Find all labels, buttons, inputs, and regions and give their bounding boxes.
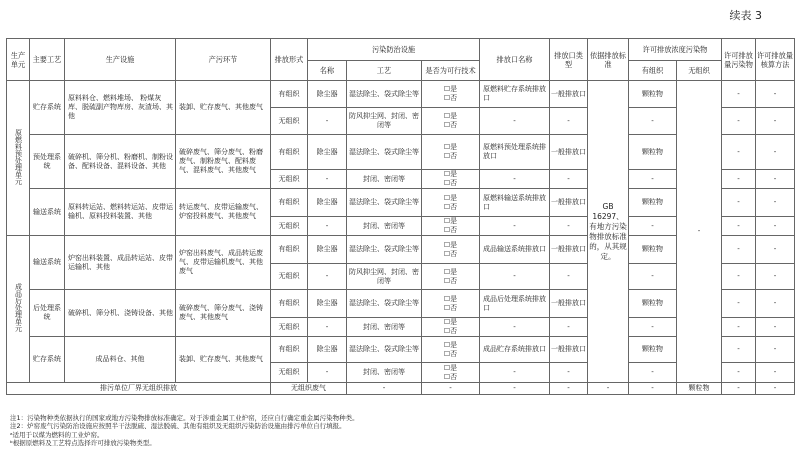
organized-pollutant: 颗粒物 [629,81,677,108]
control-tech: 湿法除尘、袋式除尘等 [347,135,422,170]
dash-cell: - [629,108,677,135]
facility-cell: 原料转运站、燃料转运站、皮带运输机、原料投料装置、其他 [65,189,176,236]
dash-cell: - [480,264,550,290]
dash-cell: - [308,264,347,290]
dash-cell: - [480,318,550,337]
dash-cell: - [480,108,550,135]
header-unorganized: 无组织 [677,61,722,81]
form-org: 有组织 [271,135,308,170]
dash-cell: - [756,217,795,236]
organized-pollutant: 颗粒物 [629,337,677,363]
link-cell: 装卸、贮存废气、其他废气 [176,337,271,383]
control-tech: 湿法除尘、袋式除尘等 [347,236,422,264]
process-storage: 贮存系统 [30,81,65,135]
table-row [7,189,795,217]
feasible-checkbox[interactable]: ☐是 ☐否 [422,217,480,236]
table-notes [10,414,790,448]
dash-cell: - [480,170,550,189]
dash-cell: - [722,236,756,264]
control-tech: 湿法除尘、袋式除尘等 [347,337,422,363]
process-storage2: 贮存系统 [30,337,65,383]
outlet-type: 一般排放口 [550,290,588,318]
dash-cell: - [722,170,756,189]
outlet-type: 一般排放口 [550,81,588,108]
dash-cell: - [480,363,550,383]
organized-pollutant: 颗粒物 [629,290,677,318]
dash-cell: - [756,337,795,363]
header-permit-conc: 许可排放浓度污染物 [629,39,722,61]
facility-cell: 成品料仓、其他 [65,337,176,383]
permit-table [6,38,795,395]
note-a: ᵃ适用于以煤为燃料的工业炉窑。 [10,430,104,439]
dash-cell: - [756,135,795,170]
outlet-name: 原燃料输送系统排放口 [480,189,550,217]
form-unorg: 无组织 [271,363,308,383]
dash-cell: - [722,189,756,217]
dash-cell: - [756,290,795,318]
control-tech: 封闭、密闭等 [347,170,422,189]
link-cell: 转运废气、皮带运输废气、炉窑投料废气、其他废气 [176,189,271,236]
dash-cell: - [629,318,677,337]
feasible-checkbox[interactable]: ☐是 ☐否 [422,81,480,108]
control-name: 除尘器 [308,290,347,318]
dash-cell: - [756,363,795,383]
table-row [7,337,795,363]
dash-cell: - [756,264,795,290]
dash-cell: - [756,108,795,135]
dash-cell: - [756,189,795,217]
unorganized-pollutant: 颗粒物 [677,383,722,395]
dash-cell: - [756,236,795,264]
dash-cell: - [480,217,550,236]
dash-cell: - [722,135,756,170]
table-row [7,290,795,318]
dash-cell: - [347,383,422,395]
dash-cell: - [722,318,756,337]
table-caption: 续表 3 [729,9,762,22]
table-row [7,81,795,108]
dash-cell: - [722,264,756,290]
facility-cell: 炉窑出料装置、成品转运站、皮带运输机、其他 [65,236,176,290]
outlet-type: 一般排放口 [550,135,588,170]
dash-cell: - [308,318,347,337]
facility-cell: 破碎机、筛分机、粉磨机、制粉设备、配料设备、混料设备、其他 [65,135,176,189]
header-standard: 依据排放标准 [588,39,629,81]
process-convey: 输送系统 [30,189,65,236]
dash-cell: - [550,318,588,337]
dash-cell: - [722,363,756,383]
dash-cell: - [629,217,677,236]
control-name: 除尘器 [308,135,347,170]
link-cell: 破碎废气、筛分废气、浇铸废气、其他废气 [176,290,271,337]
dash-cell: - [308,217,347,236]
header-process: 主要工艺 [30,39,65,81]
form-org: 有组织 [271,337,308,363]
dash-cell: - [480,383,550,395]
header-control-feasible: 是否为可行技术 [422,61,480,81]
dash-cell: - [756,81,795,108]
organized-pollutant: 颗粒物 [629,236,677,264]
form-unorg: 无组织 [271,264,308,290]
feasible-checkbox[interactable]: ☐是 ☐否 [422,363,480,383]
header-outlet-name: 排放口名称 [480,39,550,81]
dash-cell: - [629,170,677,189]
form-unorg: 无组织 [271,217,308,236]
header-control-tech: 工艺 [347,61,422,81]
feasible-checkbox[interactable]: ☐是 ☐否 [422,236,480,264]
note-b: ᵇ根据原燃料及工艺特点选择许可排放污染物类型。 [10,439,156,448]
feasible-checkbox[interactable]: ☐是 ☐否 [422,318,480,337]
feasible-checkbox[interactable]: ☐是 ☐否 [422,108,480,135]
dash-cell: - [722,383,756,395]
header-organized: 有组织 [629,61,677,81]
note-1: 注1：污染物种类依据执行的国家或地方污染物排放标准确定。对于涉重金属工业炉窑，还应自行确定重金属污染物种类。 [10,414,359,422]
dash-cell: - [550,108,588,135]
form-org: 有组织 [271,236,308,264]
header-permit-amount: 许可排放量污染物 [722,39,756,81]
outlet-name: 成品后处理系统排放口 [480,290,550,318]
dash-cell: - [722,81,756,108]
process-prep: 预处理系统 [30,135,65,189]
table-row [7,383,795,395]
unit-finished: 成品后处理单元 [7,236,30,383]
boundary-form: 无组织废气 [271,383,347,395]
outlet-type: 一般排放口 [550,236,588,264]
unorganized-cell: - [677,81,722,383]
control-name: 除尘器 [308,236,347,264]
dash-cell: - [588,383,629,395]
form-org: 有组织 [271,189,308,217]
link-cell: 炉窑出料废气、成品转运废气、皮带运输机废气、其他废气 [176,236,271,290]
organized-pollutant: 颗粒物 [629,189,677,217]
outlet-type: 一般排放口 [550,337,588,363]
dash-cell: - [629,383,677,395]
header-form: 排放形式 [271,39,308,81]
outlet-name: 原燃料贮存系统排放口 [480,81,550,108]
dash-cell: - [550,170,588,189]
dash-cell: - [629,363,677,383]
unit-raw: 原燃料预处理单元 [7,81,30,236]
feasible-checkbox[interactable]: ☐是 ☐否 [422,264,480,290]
dash-cell: - [756,318,795,337]
dash-cell: - [550,264,588,290]
dash-cell: - [308,170,347,189]
feasible-checkbox[interactable]: ☐是 ☐否 [422,189,480,217]
control-tech: 封闭、密闭等 [347,217,422,236]
facility-cell: 破碎机、筛分机、浇铸设备、其他 [65,290,176,337]
form-unorg: 无组织 [271,318,308,337]
control-tech: 湿法除尘、袋式除尘等 [347,81,422,108]
header-facility: 生产设施 [65,39,176,81]
form-org: 有组织 [271,81,308,108]
feasible-checkbox[interactable]: ☐是 ☐否 [422,135,480,170]
outlet-name: 原燃料预处理系统排放口 [480,135,550,170]
feasible-checkbox[interactable]: ☐是 ☐否 [422,290,480,318]
table-row [7,236,795,264]
header-link: 产污环节 [176,39,271,81]
header-outlet-type: 排放口类型 [550,39,588,81]
dash-cell: - [550,217,588,236]
facility-cell: 原料料仓、燃料堆场、 粉煤灰库、脱硫副产物库房、灰渣场、其他 [65,81,176,135]
control-tech: 防风抑尘网、封闭、密闭等 [347,108,422,135]
dash-cell: - [722,290,756,318]
dash-cell: - [722,217,756,236]
process-post: 后处理系统 [30,290,65,337]
dash-cell: - [550,383,588,395]
header-unit: 生产单元 [7,39,30,81]
table-row [7,135,795,170]
feasible-checkbox[interactable]: ☐是 ☐否 [422,337,480,363]
outlet-type: 一般排放口 [550,189,588,217]
dash-cell: - [308,108,347,135]
dash-cell: - [756,383,795,395]
standard-cell: GB 16297、有地方污染物排放标准的，从其规定。 [588,81,629,383]
control-tech: 防风抑尘网、封闭、密闭等 [347,264,422,290]
control-tech: 封闭、密闭等 [347,318,422,337]
boundary-label: 排污单位厂界无组织排放 [7,383,271,395]
process-convey2: 输送系统 [30,236,65,290]
control-name: 除尘器 [308,337,347,363]
outlet-name: 成品输送系统排放口 [480,236,550,264]
control-tech: 湿法除尘、袋式除尘等 [347,189,422,217]
dash-cell: - [629,264,677,290]
link-cell: 装卸、贮存废气、其他废气 [176,81,271,135]
outlet-name: 成品贮存系统排放口 [480,337,550,363]
feasible-checkbox[interactable]: ☐是 ☐否 [422,170,480,189]
control-tech: 湿法除尘、袋式除尘等 [347,290,422,318]
dash-cell: - [722,337,756,363]
note-2: 注2：炉窑废气污染防治设施应按照半干法脱硫、湿法脱硫、其他有组织及无组织污染防治设施由排污单位自行填报。 [10,422,346,431]
form-unorg: 无组织 [271,170,308,189]
form-unorg: 无组织 [271,108,308,135]
control-name: 除尘器 [308,189,347,217]
header-control-name: 名称 [308,61,347,81]
dash-cell: - [756,170,795,189]
control-tech: 封闭、密闭等 [347,363,422,383]
organized-pollutant: 颗粒物 [629,135,677,170]
dash-cell: - [722,108,756,135]
link-cell: 破碎废气、筛分废气、粉磨废气、制粉废气、配料废气、混料废气、其他废气 [176,135,271,189]
header-control: 污染防治设施 [308,39,480,61]
dash-cell: - [308,363,347,383]
header-method: 许可排放量核算方法 [756,39,795,81]
dash-cell: - [422,383,480,395]
control-name: 除尘器 [308,81,347,108]
form-org: 有组织 [271,290,308,318]
dash-cell: - [550,363,588,383]
